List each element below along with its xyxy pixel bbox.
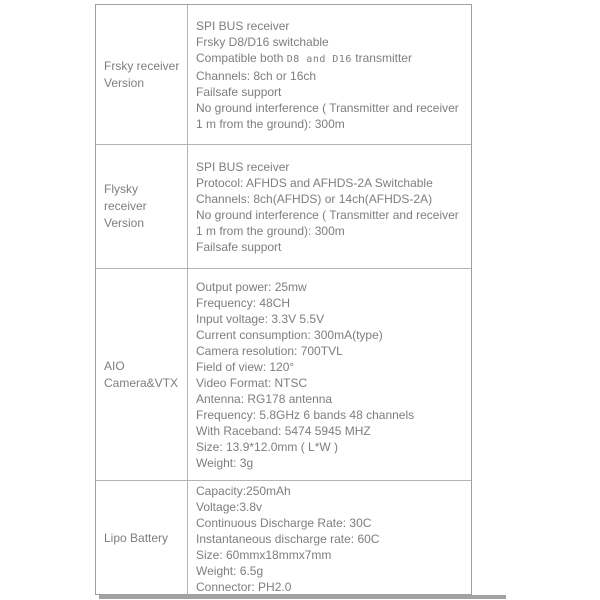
spec-line: Protocol: AFHDS and AFHDS-2A Switchable xyxy=(196,175,433,190)
spec-row-content xyxy=(188,5,471,144)
spec-line-segment: Compatible both xyxy=(196,50,287,65)
spec-row xyxy=(96,269,471,481)
spec-row xyxy=(96,481,471,596)
spec-line: Failsafe support xyxy=(196,84,282,99)
spec-line: Camera resolution: 700TVL xyxy=(196,343,343,358)
spec-line: Weight: 6.5g xyxy=(196,563,264,578)
spec-row-content xyxy=(188,481,471,596)
spec-row-label: Flysky receiver Version xyxy=(96,145,188,268)
spec-line xyxy=(196,50,467,68)
spec-line: Frequency: 48CH xyxy=(196,295,291,310)
spec-row xyxy=(96,5,471,145)
spec-line: SPI BUS receiver xyxy=(196,159,290,174)
spec-row-content xyxy=(188,269,471,480)
spec-line: Current consumption: 300mA(type) xyxy=(196,327,383,342)
spec-line: Voltage:3.8v xyxy=(196,499,263,514)
spec-line-mono-segment: D8 and D16 xyxy=(286,53,352,65)
spec-line: Channels: 8ch or 16ch xyxy=(196,68,317,83)
spec-line: Output power: 25mw xyxy=(196,279,307,294)
spec-line: No ground interference ( Transmitter and receiver 1 m from the ground): 300m xyxy=(196,100,459,131)
spec-row-label: Frsky receiver Version xyxy=(96,5,188,144)
spec-line: Capacity:250mAh xyxy=(196,483,291,498)
spec-line: Input voltage: 3.3V 5.5V xyxy=(196,311,325,326)
spec-line: Failsafe support xyxy=(196,239,282,254)
spec-line: Connector: PH2.0 xyxy=(196,579,292,594)
spec-line: Size: 13.9*12.0mm ( L*W ) xyxy=(196,439,339,454)
spec-line: Instantaneous discharge rate: 60C xyxy=(196,531,380,546)
spec-line: Frequency: 5.8GHz 6 bands 48 channels xyxy=(196,407,415,422)
spec-line: Size: 60mmx18mmx7mm xyxy=(196,547,332,562)
spec-row-label: Lipo Battery xyxy=(96,481,188,596)
spec-line-segment: transmitter xyxy=(351,50,412,65)
spec-line: SPI BUS receiver xyxy=(196,18,290,33)
spec-line: No ground interference ( Transmitter and receiver 1 m from the ground): 300m xyxy=(196,207,459,238)
spec-line: Field of view: 120° xyxy=(196,359,295,374)
spec-table xyxy=(95,4,472,595)
spec-line: With Raceband: 5474 5945 MHZ xyxy=(196,423,371,438)
spec-line: Video Format: NTSC xyxy=(196,375,308,390)
spec-row-content xyxy=(188,145,471,268)
spec-line: Frsky D8/D16 switchable xyxy=(196,34,329,49)
bottom-cutoff-bar xyxy=(99,595,506,599)
spec-row-label: AIO Camera&VTX xyxy=(96,269,188,480)
spec-line: Continuous Discharge Rate: 30C xyxy=(196,515,372,530)
spec-line: Antenna: RG178 antenna xyxy=(196,391,333,406)
spec-row xyxy=(96,145,471,269)
spec-line: Channels: 8ch(AFHDS) or 14ch(AFHDS-2A) xyxy=(196,191,433,206)
spec-line: Weight: 3g xyxy=(196,455,254,470)
